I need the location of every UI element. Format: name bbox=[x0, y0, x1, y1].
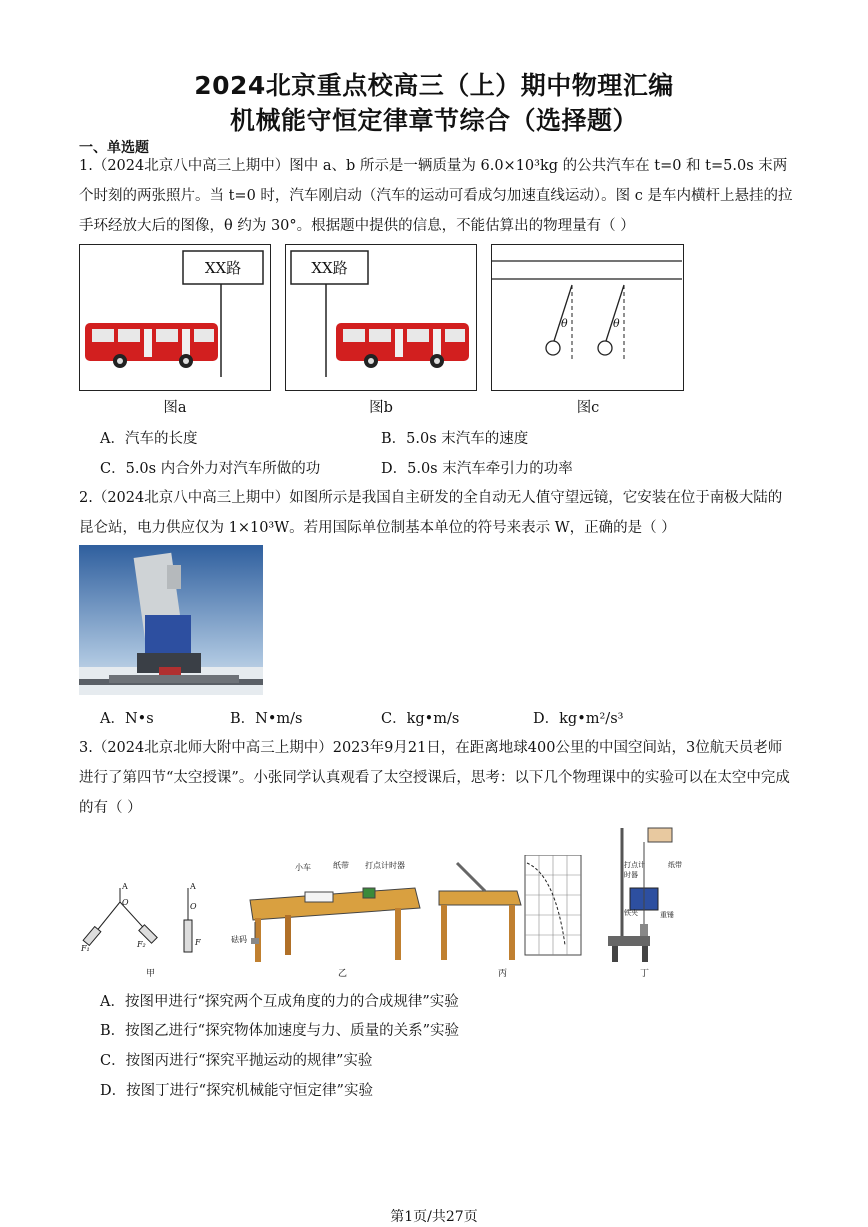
figure-jia: A O F₁ F₂ A O F bbox=[81, 882, 201, 953]
section-heading: 一、单选题 bbox=[79, 140, 149, 156]
route-sign-b: XX路 bbox=[311, 259, 348, 277]
bus-icon bbox=[85, 323, 218, 368]
page-title: 2024北京重点校高三（上）期中物理汇编 bbox=[194, 71, 674, 100]
figure-b bbox=[285, 244, 477, 391]
q3-option-c: C．按图丙进行“探究平抛运动的规律”实验 bbox=[100, 1053, 373, 1069]
page-footer: 第1页/共27页 bbox=[390, 1209, 478, 1225]
caption-b: 图b bbox=[369, 400, 393, 416]
label-bing: 丙 bbox=[498, 969, 508, 979]
figure-bing bbox=[437, 855, 584, 965]
q2-option-b: B．N•m/s bbox=[230, 711, 303, 727]
label-ding: 丁 bbox=[640, 969, 650, 979]
figure-yi: 小车 纸带 打点计时器 砝码 bbox=[245, 860, 425, 965]
q3-option-d: D．按图丁进行“探究机械能守恒定律”实验 bbox=[100, 1083, 373, 1099]
question-1-stem: 1.（2024北京八中高三上期中）图中 a、b 所示是一辆质量为 6.0×10³kg 的公共汽车在 t=0 和 t=5.0s 末两个时刻的两张照片。当 t=0 时，汽车刚启动（汽车的运动可看成匀加速直线运动）。图 c 是车内横杆上悬挂的拉手环经放大后的图像，θ 约为 30°。根据题中提供的信息，不能估算出的物理量有（ ） bbox=[79, 158, 793, 234]
figure-a bbox=[79, 244, 271, 391]
question-3-stem: 3.（2024北京北师大附中高三上期中）2023年9月21日，在距离地球400公里的中国空间站，3位航天员老师进行了第四节“太空授课”。小张同学认真观看了太空授课后，思考：以下几个物理课中的实验可以在太空中完成的有（ ） bbox=[79, 740, 790, 816]
theta-label-1: θ bbox=[561, 317, 568, 330]
telescope-photo bbox=[79, 545, 263, 695]
q2-option-a: A．N•s bbox=[100, 711, 154, 727]
figure-ding: 打点计时器 纸带 铁夹 重锤 bbox=[600, 826, 690, 966]
theta-label-2: θ bbox=[613, 317, 620, 330]
q1-option-d: D．5.0s 末汽车牵引力的功率 bbox=[381, 461, 573, 477]
q1-option-b: B．5.0s 末汽车的速度 bbox=[381, 431, 529, 447]
q3-option-b: B．按图乙进行“探究物体加速度与力、质量的关系”实验 bbox=[100, 1023, 459, 1039]
q3-option-a: A．按图甲进行“探究两个互成角度的力的合成规律”实验 bbox=[100, 994, 459, 1010]
label-yi: 乙 bbox=[338, 969, 348, 979]
label-jia: 甲 bbox=[146, 969, 156, 979]
caption-c: 图c bbox=[576, 400, 600, 416]
caption-a: 图a bbox=[163, 400, 187, 416]
q2-option-d: D．kg•m²/s³ bbox=[533, 711, 624, 727]
figure-c bbox=[491, 244, 684, 391]
question-2-stem: 2.（2024北京八中高三上期中）如图所示是我国自主研发的全自动无人值守望远镜，它安装在位于南极大陆的昆仑站，电力供应仅为 1×10³W。若用国际单位制基本单位的符号来表示 W，正确的是（ ） bbox=[79, 490, 783, 536]
bus-icon bbox=[336, 323, 469, 368]
q1-option-a: A．汽车的长度 bbox=[100, 431, 198, 447]
q1-option-c: C．5.0s 内合外力对汽车所做的功 bbox=[100, 461, 321, 477]
page-subtitle: 机械能守恒定律章节综合（选择题） bbox=[229, 106, 638, 135]
q2-option-c: C．kg•m/s bbox=[381, 711, 460, 727]
route-sign-a: XX路 bbox=[204, 259, 242, 277]
